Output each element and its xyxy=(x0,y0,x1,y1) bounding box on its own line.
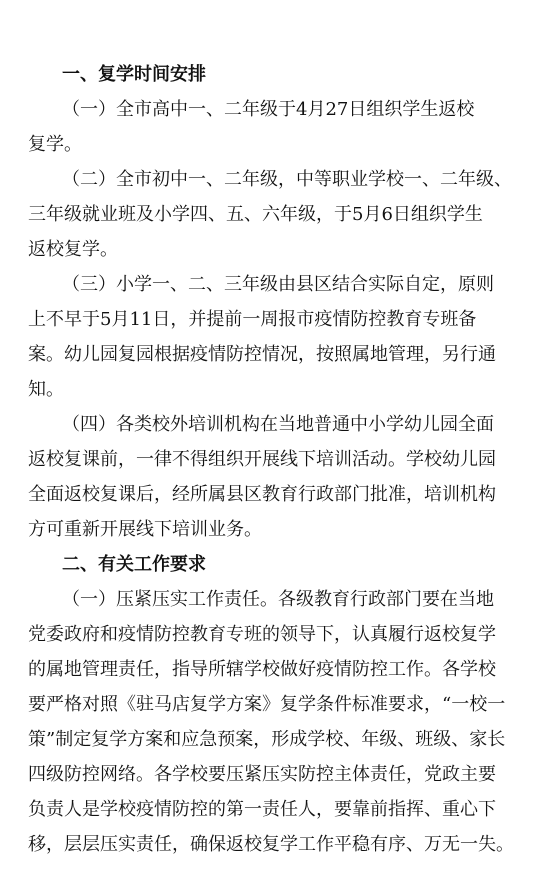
paragraph-5-line-6: 四级防控网络。各学校要压紧压实防控主体责任，党政主要 xyxy=(28,764,496,785)
paragraph-4-line-4: 方可重新开展线下培训业务。 xyxy=(28,519,262,540)
paragraph-3-line-3: 案。幼儿园复园根据疫情防控情况，按照属地管理，另行通 xyxy=(28,344,496,365)
paragraph-2-line-2: 三年级就业班及小学四、五、六年级，于5月6日组织学生 xyxy=(28,204,483,225)
section-heading-1: 一、复学时间安排 xyxy=(62,64,206,85)
paragraph-2-line-1: （二）全市初中一、二年级，中等职业学校一、二年级、 xyxy=(62,169,512,190)
paragraph-3-line-2: 上不早于5月11日，并提前一周报市疫情防控教育专班备 xyxy=(28,309,477,330)
paragraph-1-line-1: （一）全市高中一、二年级于4月27日组织学生返校 xyxy=(62,99,475,120)
paragraph-5-line-1: （一）压紧压实工作责任。各级教育行政部门要在当地 xyxy=(62,589,494,610)
paragraph-3-line-4: 知。 xyxy=(28,379,64,400)
paragraph-5-line-2: 党委政府和疫情防控教育专班的领导下，认真履行返校复学 xyxy=(28,624,496,645)
paragraph-2-line-3: 返校复学。 xyxy=(28,239,118,260)
paragraph-4-line-3: 全面返校复课后，经所属县区教育行政部门批准，培训机构 xyxy=(28,484,496,505)
paragraph-5-line-8: 移，层层压实责任，确保返校复学工作平稳有序、万无一失。 xyxy=(28,834,514,855)
paragraph-5-line-7: 负责人是学校疫情防控的第一责任人，要靠前指挥、重心下 xyxy=(28,799,496,820)
paragraph-5-line-5: 策”制定复学方案和应急预案，形成学校、年级、班级、家长 xyxy=(28,729,506,750)
paragraph-1-line-2: 复学。 xyxy=(28,134,82,155)
paragraph-5-line-3: 的属地管理责任，指导所辖学校做好疫情防控工作。各学校 xyxy=(28,659,496,680)
section-heading-2: 二、有关工作要求 xyxy=(62,554,206,575)
paragraph-3-line-1: （三）小学一、二、三年级由县区结合实际自定，原则 xyxy=(62,274,494,295)
paragraph-4-line-2: 返校复课前，一律不得组织开展线下培训活动。学校幼儿园 xyxy=(28,449,496,470)
paragraph-5-line-4: 要严格对照《驻马店复学方案》复学条件标准要求，“一校一 xyxy=(28,694,506,715)
paragraph-4-line-1: （四）各类校外培训机构在当地普通中小学幼儿园全面 xyxy=(62,414,494,435)
